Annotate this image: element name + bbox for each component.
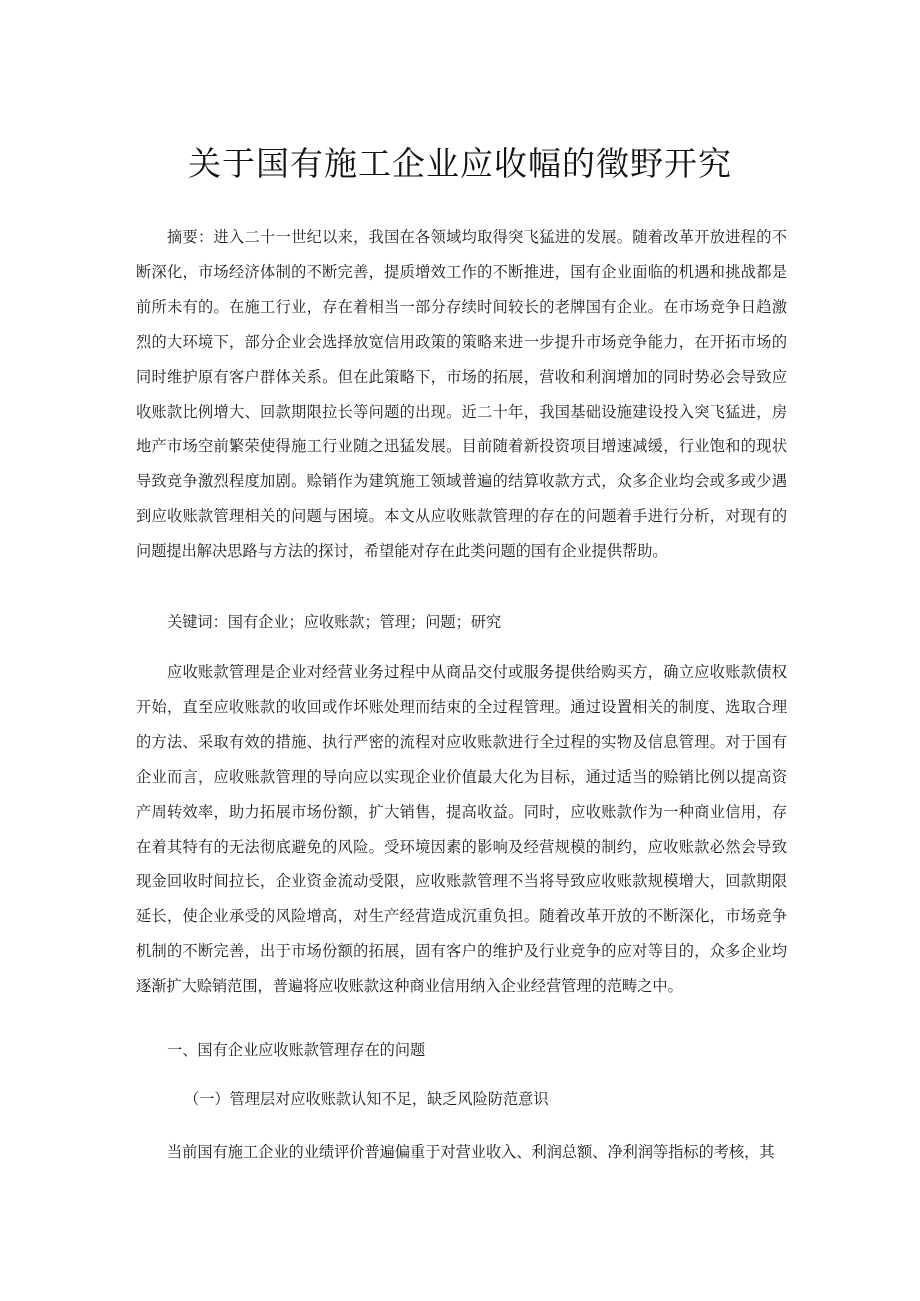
document-title: 关于国有施工企业应收幅的徵野开究	[188, 144, 732, 183]
abstract-paragraph: 摘要：进入二十一世纪以来，我国在各领域均取得突飞猛进的发展。随着改革开放进程的不断深化，市场经济体制的不断完善，提质增效工作的不断推进，国有企业面临的机遇和挑战都是前所未有的。在施工行业，存在着相当一部分存续时间较长的老牌国有企业。在市场竞争日趋激烈的大环境下，部分企业会选择放宽信用政策的策略来进一步提升市场竞争能力，在开拓市场的同时维护原有客户群体关系。但在此策略下，市场的拓展，营收和利润增加的同时势必会导致应收账款比例增大、回款期限拉长等问题的出现。近二十年，我国基础设施建设投入突飞猛进，房地产市场空前繁荣使得施工行业随之迅猛发展。目前随着新投资项目增速减缓，行业饱和的现状导致竞争激烈程度加剧。赊销作为建筑施工领域普遍的结算收款方式，众多企业均会或多或少遇到应收账款管理相关的问题与困境。本文从应收账款管理的存在的问题着手进行分析，对现有的问题提出解决思路与方法的探讨，希望能对存在此类问题的国有企业提供帮助。	[136, 228, 787, 561]
subsection-heading: （一）管理层对应收账款认知不足，缺乏风险防范意识	[184, 1090, 549, 1108]
section-heading: 一、国有企业应收账款管理存在的问题	[167, 1041, 426, 1059]
body-paragraph: 当前国有施工企业的业绩评价普遍偏重于对营业收入、利润总额、净利润等指标的考核，其	[167, 1143, 775, 1161]
keywords-line: 关键词：国有企业；应收账款；管理；问题；研究	[167, 613, 502, 631]
intro-paragraph: 应收账款管理是企业对经营业务过程中从商品交付或服务提供给购买方，确立应收账款债权开始，直至应收账款的收回或作坏账处理而结束的全过程管理。通过设置相关的制度、选取合理的方法、采取有效的措施、执行严密的流程对应收账款进行全过程的实物及信息管理。对于国有企业而言，应收账款管理的导向应以实现企业价值最大化为目标，通过适当的赊销比例以提高资产周转效率，助力拓展市场份额，扩大销售，提高收益。同时，应收账款作为一种商业信用，存在着其特有的无法彻底避免的风险。受环境因素的影响及经营规模的制约，应收账款必然会导致现金回收时间拉长，企业资金流动受限，应收账款管理不当将导致应收账款规模增大，回款期限延长，使企业承受的风险增高，对生产经营造成沉重负担。随着改革开放的不断深化，市场竞争机制的不断完善，出于市场份额的拓展，固有客户的维护及行业竞争的应对等目的，众多企业均逐渐扩大赊销范围，普遍将应收账款这种商业信用纳入企业经营管理的范畴之中。	[136, 663, 787, 996]
